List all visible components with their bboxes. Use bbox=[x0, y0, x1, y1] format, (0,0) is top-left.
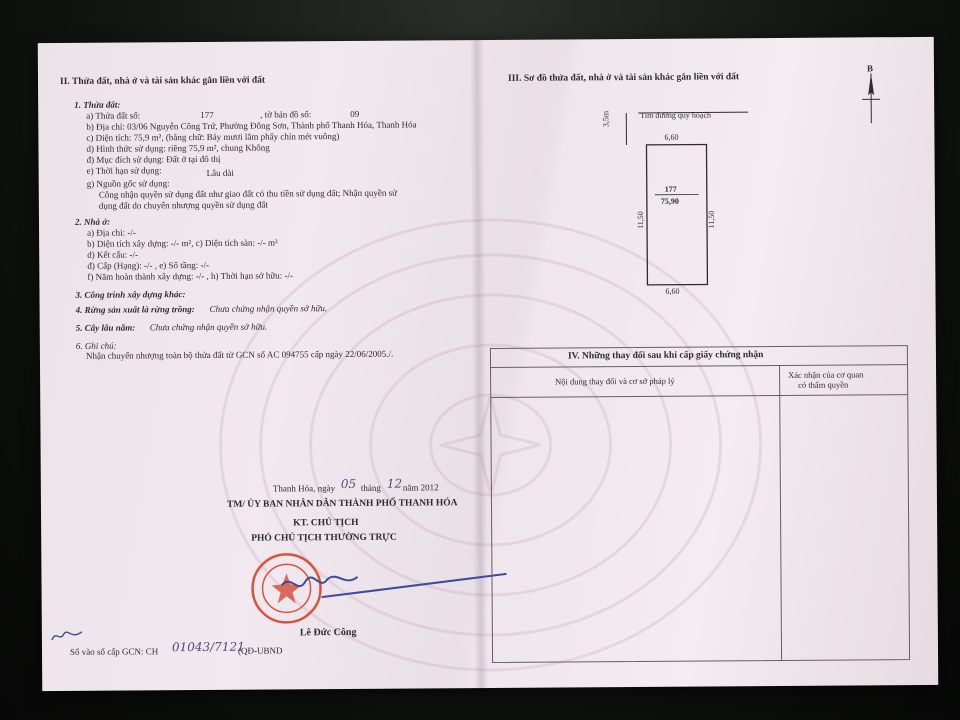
changes-table-header-row-line bbox=[491, 394, 907, 398]
note-value: Nhận chuyển nhượng toàn bộ thửa đất từ GCN số AC 094755 cấp ngày 22/06/2005./. bbox=[85, 348, 394, 361]
bottom-width-label: 6,60 bbox=[665, 286, 680, 296]
top-width-label: 6,60 bbox=[664, 132, 679, 142]
section-2-title: II. Thửa đất, nhà ở và tài sản khác gắn liền với đất bbox=[59, 75, 266, 87]
section-4-title: IV. Những thay đổi sau khi cấp giấy chứng nhận bbox=[567, 350, 764, 362]
forest-label: 4. Rừng sản xuất là rừng trồng: bbox=[75, 304, 195, 315]
note-label: 6. Ghi chú: bbox=[75, 340, 117, 351]
signature bbox=[261, 566, 511, 614]
usage-term-value: Lâu dài bbox=[206, 167, 234, 178]
issue-date-prefix: Thanh Hóa, ngày bbox=[272, 483, 336, 494]
changes-col2-header-2: có thẩm quyền bbox=[798, 379, 849, 390]
signer-name: Lê Đức Công bbox=[299, 626, 357, 639]
left-height-label: 11,50 bbox=[635, 211, 646, 229]
map-sheet-value: 09 bbox=[350, 108, 360, 119]
house-grade-floors: đ) Cấp (Hạng): -/- , e) Số tầng: -/- bbox=[87, 259, 210, 271]
usage-term-label: e) Thời hạn sử dụng: bbox=[86, 165, 162, 176]
changes-col2-header-1: Xác nhận của cơ quan bbox=[788, 369, 864, 380]
vice-chairman-line: PHÓ CHỦ TỊCH THƯỜNG TRỰC bbox=[251, 532, 397, 544]
registry-number: 01043/7121 bbox=[171, 639, 245, 655]
section-3-title: III. Sơ đồ thửa đất, nhà ở và tài sản khác gắn liền với đất bbox=[507, 72, 740, 84]
house-area-line: b) Diện tích xây dựng: -/- m², c) Diện tích sàn: -/- m² bbox=[87, 237, 278, 249]
land-certificate-sheet bbox=[38, 37, 939, 691]
parcel-heading: 1. Thửa đất: bbox=[74, 99, 121, 110]
chairman-line: KT. CHỦ TỊCH bbox=[293, 517, 359, 529]
usage-form-line: d) Hình thức sử dụng: riêng 75,9 m², chung Không bbox=[86, 142, 270, 154]
parcel-number-value: 177 bbox=[200, 109, 214, 121]
perennial-label: 5. Cây lâu năm: bbox=[75, 322, 136, 333]
house-year-term: f) Năm hoàn thành xây dựng: -/- , h) Thời hạn sở hữu: -/- bbox=[87, 270, 293, 282]
north-arrow-icon bbox=[860, 73, 882, 123]
right-height-label: 11,50 bbox=[706, 210, 717, 229]
parcel-diagram bbox=[598, 104, 799, 305]
house-structure: d) Kết cấu: -/- bbox=[87, 249, 138, 260]
issue-year: năm 2012 bbox=[402, 482, 439, 493]
initials-mark bbox=[50, 628, 84, 644]
registry-prefix: Số vào sổ cấp GCN: CH bbox=[69, 646, 159, 657]
forest-value: Chưa chứng nhận quyền sở hữu. bbox=[209, 303, 328, 314]
origin-line-1: Công nhận quyền sử dụng đất như giao đất có thu tiền sử dụng đất; Nhận quyền sử bbox=[98, 187, 398, 200]
issue-month-label: tháng bbox=[360, 482, 381, 493]
parcel-outline bbox=[646, 144, 707, 284]
issue-day: 05 bbox=[340, 476, 357, 492]
house-heading: 2. Nhà ở: bbox=[74, 216, 111, 227]
parcel-number-in-diagram: 177 bbox=[664, 184, 677, 194]
changes-table bbox=[490, 345, 910, 663]
issue-month: 12 bbox=[386, 476, 403, 491]
map-sheet-label: , tờ bản đồ số: bbox=[260, 109, 312, 120]
origin-line-2: dụng đất do chuyển nhượng quyền sử dụng đất bbox=[98, 199, 268, 211]
parcel-number-label: a) Thửa đất số: bbox=[86, 110, 141, 121]
house-address: a) Địa chỉ: -/- bbox=[87, 227, 136, 238]
origin-label: g) Nguồn gốc sử dụng: bbox=[86, 178, 170, 189]
changes-table-divider bbox=[779, 365, 782, 660]
setback-label: 3,5m bbox=[601, 110, 611, 128]
parcel-area-in-diagram: 75,90 bbox=[660, 196, 679, 206]
perennial-value: Chưa chứng nhận quyền sở hữu. bbox=[149, 321, 268, 333]
north-label: B bbox=[866, 63, 873, 74]
road-label: Tim đường quy hoạch bbox=[640, 110, 712, 120]
other-construction: 3. Công trình xây dựng khác: bbox=[75, 289, 186, 300]
changes-col1-header: Nội dung thay đổi và cơ sở pháp lý bbox=[555, 375, 675, 387]
address-line: b) Địa chỉ: 03/06 Nguyễn Công Trứ, Phường Đông Sơn, Thành phố Thanh Hóa, Thanh Hóa bbox=[86, 119, 417, 132]
area-line: c) Diện tích: 75,9 m², (bằng chữ: Bảy mươi lăm phẩy chín mét vuông) bbox=[86, 131, 340, 143]
usage-purpose-line: đ) Mục đích sử dụng: Đất ở tại đô thị bbox=[86, 153, 221, 165]
issuing-authority: TM/ ỦY BAN NHÂN DÂN THÀNH PHỐ THANH HÓA bbox=[226, 498, 458, 510]
registry-suffix: (QĐ-UBND bbox=[237, 645, 283, 656]
